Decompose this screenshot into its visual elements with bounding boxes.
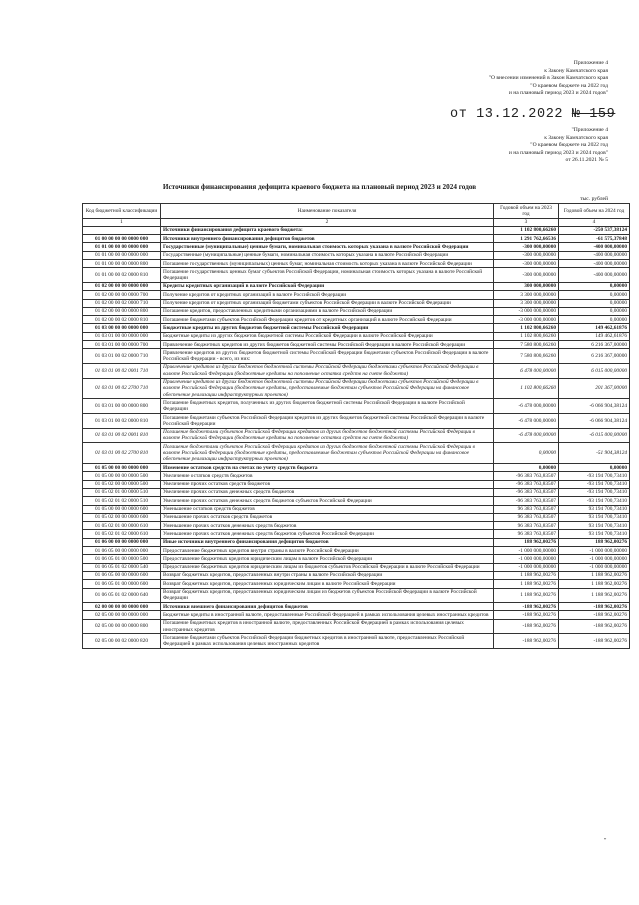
code-cell: 01 06 00 00 00 0000 000 (83, 538, 161, 546)
code-cell: 01 02 00 00 02 0000 710 (83, 299, 161, 307)
value-2024-cell: 1 188 962,00276 (559, 580, 630, 588)
appendix-line: от 26.11.2021 № 5 (565, 157, 608, 164)
appendix-line: Приложение 4 (573, 60, 608, 66)
value-2023-cell: -300 000,00000 (494, 268, 559, 283)
table-row (83, 378, 630, 399)
code-cell: 02 00 00 00 00 0000 000 (83, 603, 161, 611)
name-cell: Источники финансирования дефицита краевого бюджета: (161, 226, 494, 234)
code-cell: 01 03 01 00 02 0000 710 (83, 349, 161, 364)
name-cell: Погашение бюджетами субъектов Российской Федерации кредитов из других бюджетов бюджетной системы Российской Федерации в валюте Российской Федерации (бюджетные кредиты, предоставляемые бюджетам субъектов Российской Федерации на финансовое обеспечение реализации инфраструктурных проектов) (161, 443, 494, 464)
table-row (83, 547, 630, 555)
value-2024-cell: -61 575,37848 (559, 235, 630, 243)
value-2024-cell: 1 188 962,00276 (559, 588, 630, 603)
value-2023-cell: -6 478 000,00000 (494, 414, 559, 429)
code-cell: 01 02 00 00 00 0000 800 (83, 307, 161, 315)
document-title: Источники финансирования дефицита краевого бюджета на плановый период 2023 и 2024 годов (162, 183, 477, 191)
value-2023-cell: -188 962,00276 (494, 611, 559, 619)
header-2024: Годовой объем на 2024 год (559, 204, 630, 219)
code-cell: 01 06 05 01 00 0000 600 (83, 580, 161, 588)
appendix-line: к Закону Камчатского края (544, 134, 608, 141)
code-cell: 01 03 01 00 02 0001 810 (83, 428, 161, 443)
table-row (83, 611, 630, 619)
table-row (83, 464, 630, 472)
table-row (83, 399, 630, 414)
value-2023-cell: 96 383 763,83507 (494, 513, 559, 521)
name-cell: Возврат бюджетных кредитов, предоставленных юридическим лицам в валюте Российской Федерации (161, 580, 494, 588)
table-row (83, 282, 630, 290)
value-2023-cell: 96 383 763,83507 (494, 530, 559, 538)
table-row (83, 251, 630, 259)
name-cell: Уменьшение прочих остатков средств бюджетов (161, 513, 494, 521)
financing-sources-table (82, 203, 630, 649)
value-2023-cell: -96 383 763,83507 (494, 480, 559, 488)
table-row (83, 316, 630, 324)
table-row (83, 563, 630, 571)
value-2023-cell: -1 000 000,00000 (494, 563, 559, 571)
code-cell: 01 01 00 00 02 0000 810 (83, 268, 161, 283)
value-2023-cell: 3 300 000,00000 (494, 299, 559, 307)
table-row (83, 530, 630, 538)
table-row (83, 235, 630, 243)
value-2023-cell: 1 291 762,66536 (494, 235, 559, 243)
original-appendix-header (509, 127, 608, 165)
value-2024-cell: 201 367,00000 (559, 378, 630, 399)
value-2023-cell: -300 000,00000 (494, 260, 559, 268)
code-cell: 01 01 00 00 00 0000 000 (83, 251, 161, 259)
code-cell: 01 05 02 01 00 0000 610 (83, 522, 161, 530)
table-row (83, 497, 630, 505)
code-cell: 01 06 05 01 02 0000 540 (83, 563, 161, 571)
table-row (83, 513, 630, 521)
value-2023-cell: 0,00000 (494, 464, 559, 472)
name-cell: Бюджетные кредиты из других бюджетов бюджетной системы Российской Федерации (161, 324, 494, 332)
value-2024-cell: 6 015 000,00000 (559, 363, 630, 378)
code-cell: 01 03 01 00 00 0000 800 (83, 399, 161, 414)
table-row (83, 538, 630, 546)
name-cell: Бюджетные кредиты из других бюджетов бюджетной системы Российской Федерации в валюте Российской Федерации (161, 332, 494, 340)
name-cell: Увеличение прочих остатков денежных средств бюджетов субъектов Российской Федерации (161, 497, 494, 505)
table-row (83, 522, 630, 530)
value-2024-cell: 6 216 367,00000 (559, 341, 630, 349)
closing-quote: " (604, 838, 607, 844)
value-2024-cell: -6 015 000,00000 (559, 428, 630, 443)
appendix-header (489, 60, 608, 98)
stamp-number: № 159 (571, 107, 616, 122)
value-2023-cell: -96 383 763,83507 (494, 497, 559, 505)
appendix-line: "О краевом бюджете на 2022 год (530, 82, 608, 89)
value-2023-cell: 1 102 800,66260 (494, 324, 559, 332)
code-cell: 01 03 00 00 00 0000 000 (83, 324, 161, 332)
table-row (83, 332, 630, 340)
value-2024-cell: 6 216 367,00000 (559, 349, 630, 364)
name-cell: Предоставление бюджетных кредитов внутри страны в валюте Российской Федерации (161, 547, 494, 555)
value-2023-cell: 1 188 962,00276 (494, 580, 559, 588)
value-2024-cell: 0,00000 (559, 299, 630, 307)
name-cell: Государственные (муниципальные) ценные бумаги, номинальная стоимость которых указана в валюте Российской Федерации (161, 243, 494, 251)
name-cell: Возврат бюджетных кредитов, предоставленных внутри страны в валюте Российской Федерации (161, 571, 494, 579)
code-cell: 01 05 00 00 00 0000 000 (83, 464, 161, 472)
value-2024-cell: 0,00000 (559, 464, 630, 472)
table-row (83, 472, 630, 480)
name-cell: Предоставление бюджетных кредитов юридическим лицам из бюджетов субъектов Российской Федерации в валюте Российской Федерации (161, 563, 494, 571)
value-2024-cell: -93 194 700,73410 (559, 488, 630, 496)
code-cell: 01 06 05 01 02 0000 640 (83, 588, 161, 603)
value-2024-cell: 93 194 700,73410 (559, 522, 630, 530)
table-row (83, 580, 630, 588)
table-row (83, 341, 630, 349)
column-number: 4 (559, 218, 630, 226)
name-cell: Погашение бюджетных кредитов в иностранной валюте, предоставленных Российской Федерацией в рамках использования целевых иностранных кредитов (161, 619, 494, 634)
code-cell: 01 03 01 00 02 2700 810 (83, 443, 161, 464)
header-code: Код бюджетной классификации (83, 204, 161, 219)
name-cell: Погашение кредитов, предоставленных кредитными организациями в валюте Российской Федерации (161, 307, 494, 315)
value-2024-cell: 149 462,61876 (559, 332, 630, 340)
value-2023-cell: 0,00000 (494, 443, 559, 464)
header-2023: Годовой объем на 2023 год (494, 204, 559, 219)
code-cell: 01 05 00 00 00 0000 500 (83, 472, 161, 480)
value-2024-cell: 93 194 700,73410 (559, 513, 630, 521)
name-cell: Источники внутреннего финансирования дефицитов бюджетов (161, 235, 494, 243)
column-number-row (83, 218, 630, 226)
value-2024-cell: 188 962,00276 (559, 538, 630, 546)
value-2023-cell: 1 102 800,66260 (494, 332, 559, 340)
table-row (83, 571, 630, 579)
table-row (83, 588, 630, 603)
value-2023-cell: -96 383 763,83507 (494, 488, 559, 496)
value-2023-cell: 6 478 000,00000 (494, 363, 559, 378)
name-cell: Уменьшение остатков средств бюджетов (161, 505, 494, 513)
value-2023-cell: -1 000 000,00000 (494, 555, 559, 563)
value-2023-cell: 1 188 962,00276 (494, 588, 559, 603)
appendix-line: и на плановый период 2023 и 2024 годов" (508, 149, 608, 156)
code-cell: 01 06 05 01 00 0000 500 (83, 555, 161, 563)
value-2023-cell: -96 383 763,83507 (494, 472, 559, 480)
value-2024-cell: -51 904,38124 (559, 443, 630, 464)
code-cell: 01 05 02 01 02 0000 610 (83, 530, 161, 538)
name-cell: Получение кредитов от кредитных организаций бюджетами субъектов Российской Федерации в валюте Российской Федерации (161, 299, 494, 307)
name-cell: Привлечение кредитов из других бюджетов бюджетной системы Российской Федерации бюджетами субъектов Российской Федерации в валюте Российской Федерации (бюджетные кредиты, предоставляемые бюджетам субъектов Российской Федерации на финансовое обеспечение реализации инфраструктурных проектов) (161, 378, 494, 399)
value-2024-cell: 93 194 700,73410 (559, 505, 630, 513)
value-2023-cell: 7 580 800,66260 (494, 341, 559, 349)
table-row (83, 349, 630, 364)
header-name: Наименование показателя (161, 204, 494, 219)
column-number: 3 (494, 218, 559, 226)
code-cell: 01 06 05 00 00 0000 000 (83, 547, 161, 555)
table-row (83, 324, 630, 332)
value-2024-cell: -400 000,00000 (559, 243, 630, 251)
table-row (83, 243, 630, 251)
name-cell: Погашение государственных ценных бумаг субъектов Российской Федерации, номинальная стоимость которых указана в валюте Российской Федерации (161, 268, 494, 283)
table-row (83, 307, 630, 315)
value-2024-cell: -1 000 000,00000 (559, 563, 630, 571)
table-row (83, 505, 630, 513)
name-cell: Погашение бюджетами субъектов Российской Федерации кредитов из других бюджетов бюджетной системы Российской Федерации в валюте Российской Федерации (161, 414, 494, 429)
name-cell: Государственные (муниципальные) ценные бумаги, номинальная стоимость которых указана в валюте Российской Федерации (161, 251, 494, 259)
name-cell: Уменьшение прочих остатков денежных средств бюджетов субъектов Российской Федерации (161, 530, 494, 538)
code-cell: 01 05 02 00 00 0000 600 (83, 513, 161, 521)
table-row (83, 603, 630, 611)
value-2024-cell: -1 000 000,00000 (559, 555, 630, 563)
value-2024-cell: 0,00000 (559, 307, 630, 315)
code-cell: 01 01 00 00 00 0000 800 (83, 260, 161, 268)
value-2024-cell: -188 962,00276 (559, 603, 630, 611)
value-2024-cell: 1 188 962,00276 (559, 571, 630, 579)
table-row (83, 634, 630, 649)
code-cell (83, 226, 161, 234)
value-2023-cell: -300 000,00000 (494, 251, 559, 259)
value-2024-cell: -6 066 904,38124 (559, 399, 630, 414)
code-cell: 01 05 00 00 00 0000 600 (83, 505, 161, 513)
code-cell: 01 06 05 00 00 0000 600 (83, 571, 161, 579)
value-2024-cell: 0,00000 (559, 282, 630, 290)
name-cell: Увеличение прочих остатков денежных средств бюджетов (161, 488, 494, 496)
table-row (83, 268, 630, 283)
name-cell: Привлечение кредитов из других бюджетов бюджетной системы Российской Федерации бюджетами субъектов Российской Федерации в валюте Российской Федерации (бюджетные кредиты на пополнение остатка средств на счете бюджета) (161, 363, 494, 378)
value-2023-cell: -188 962,00276 (494, 603, 559, 611)
value-2023-cell: 300 000,00000 (494, 282, 559, 290)
table-header-row (83, 204, 630, 219)
table-body (83, 226, 630, 648)
name-cell: Погашение бюджетных кредитов, полученных из других бюджетов бюджетной системы Российской Федерации в валюте Российской Федерации (161, 399, 494, 414)
value-2024-cell: -93 194 700,73410 (559, 497, 630, 505)
code-cell: 01 03 01 00 02 0000 810 (83, 414, 161, 429)
value-2024-cell: -400 000,00000 (559, 251, 630, 259)
value-2023-cell: -1 000 000,00000 (494, 547, 559, 555)
name-cell: Погашение бюджетами субъектов Российской Федерации бюджетных кредитов в иностранной валюте, предоставленных Российской Федерацией в рамках использования целевых иностранных кредитов (161, 634, 494, 649)
value-2023-cell: 96 383 763,83507 (494, 522, 559, 530)
code-cell: 01 05 02 00 00 0000 500 (83, 480, 161, 488)
name-cell: Привлечение кредитов из других бюджетов бюджетной системы Российской Федерации бюджетами субъектов Российской Федерации в валюте Российской Федерации - всего, из них: (161, 349, 494, 364)
code-cell: 02 05 00 00 00 0000 800 (83, 619, 161, 634)
name-cell: Изменение остатков средств на счетах по учету средств бюджета (161, 464, 494, 472)
value-2024-cell: 0,00000 (559, 316, 630, 324)
value-2024-cell: -93 194 700,73410 (559, 480, 630, 488)
value-2023-cell: 7 580 800,66260 (494, 349, 559, 364)
units-label: тыс. рублей (580, 196, 608, 202)
value-2024-cell: -400 000,00000 (559, 260, 630, 268)
table-row (83, 480, 630, 488)
table-row (83, 443, 630, 464)
value-2024-cell: 0,00000 (559, 291, 630, 299)
code-cell: 01 02 00 00 00 0000 700 (83, 291, 161, 299)
name-cell: Возврат бюджетных кредитов, предоставленных юридическим лицам из бюджетов субъектов Российской Федерации в валюте Российской Федерации (161, 588, 494, 603)
name-cell: Кредиты кредитных организаций в валюте Российской Федерации (161, 282, 494, 290)
value-2023-cell: -188 962,00276 (494, 634, 559, 649)
table-row (83, 488, 630, 496)
value-2023-cell: 1 102 800,66260 (494, 226, 559, 234)
code-cell: 01 02 00 00 02 0000 810 (83, 316, 161, 324)
table-row (83, 226, 630, 234)
name-cell: Погашение бюджетами субъектов Российской Федерации кредитов из других бюджетов бюджетной системы Российской Федерации в валюте Российской Федерации (бюджетные кредиты на пополнение остатка средств на счете бюджета) (161, 428, 494, 443)
name-cell: Бюджетные кредиты в иностранной валюте, предоставленные Российской Федерацией в рамках использования целевых иностранных кредитов (161, 611, 494, 619)
code-cell: 01 01 00 00 00 0000 000 (83, 243, 161, 251)
name-cell: Иные источники внутреннего финансирования дефицитов бюджетов (161, 538, 494, 546)
value-2024-cell: -250 537,38124 (559, 226, 630, 234)
table-row (83, 260, 630, 268)
table-row (83, 555, 630, 563)
value-2023-cell: 96 383 763,83507 (494, 505, 559, 513)
value-2024-cell: -1 000 000,00000 (559, 547, 630, 555)
name-cell: Погашение бюджетами субъектов Российской Федерации кредитов от кредитных организаций в валюте Российской Федерации (161, 316, 494, 324)
appendix-line: "О внесении изменений в Закон Камчатского края (488, 75, 608, 82)
table-row (83, 299, 630, 307)
value-2023-cell: -3 000 000,00000 (494, 307, 559, 315)
date-stamp (450, 107, 615, 122)
column-number: 1 (83, 218, 161, 226)
column-number: 2 (161, 218, 494, 226)
appendix-line: "Приложение 4 (571, 127, 608, 133)
table-row (83, 619, 630, 634)
code-cell: 01 03 01 00 02 2700 710 (83, 378, 161, 399)
table-row (83, 291, 630, 299)
code-cell: 01 03 01 00 00 0000 000 (83, 332, 161, 340)
value-2024-cell: -188 962,00276 (559, 611, 630, 619)
name-cell: Привлечение бюджетных кредитов из других бюджетов бюджетной системы Российской Федерации в валюте Российской Федерации (161, 341, 494, 349)
value-2024-cell: 149 462,61876 (559, 324, 630, 332)
value-2024-cell: -400 000,00000 (559, 268, 630, 283)
value-2024-cell: -6 066 904,38124 (559, 414, 630, 429)
appendix-line: "О краевом бюджете на 2022 год (530, 142, 608, 149)
code-cell: 01 03 01 00 00 0000 700 (83, 341, 161, 349)
value-2023-cell: 1 102 800,66260 (494, 378, 559, 399)
value-2023-cell: -188 962,00276 (494, 619, 559, 634)
code-cell: 01 02 00 00 00 0000 000 (83, 282, 161, 290)
code-cell: 01 05 02 01 00 0000 510 (83, 488, 161, 496)
name-cell: Источники внешнего финансирования дефицитов бюджетов (161, 603, 494, 611)
table-row (83, 414, 630, 429)
name-cell: Погашение государственных (муниципальных) ценных бумаг, номинальная стоимость которых указана в валюте Российской Федерации (161, 260, 494, 268)
table-row (83, 428, 630, 443)
value-2024-cell: -188 962,00276 (559, 619, 630, 634)
name-cell: Предоставление бюджетных кредитов юридическим лицам в валюте Российской Федерации (161, 555, 494, 563)
value-2023-cell: -300 000,00000 (494, 243, 559, 251)
stamp-date: от 13.12.2022 (450, 107, 572, 122)
value-2023-cell: 1 188 962,00276 (494, 571, 559, 579)
value-2023-cell: -6 478 000,00000 (494, 399, 559, 414)
code-cell: 01 05 02 01 02 0000 510 (83, 497, 161, 505)
code-cell: 02 05 00 00 00 0000 000 (83, 611, 161, 619)
code-cell: 01 03 01 00 02 0001 710 (83, 363, 161, 378)
appendix-line: к Закону Камчатского края (544, 67, 608, 74)
code-cell: 02 05 00 00 02 0000 820 (83, 634, 161, 649)
name-cell: Получение кредитов от кредитных организаций в валюте Российской Федерации (161, 291, 494, 299)
name-cell: Увеличение остатков средств бюджетов (161, 472, 494, 480)
name-cell: Уменьшение прочих остатков денежных средств бюджетов (161, 522, 494, 530)
name-cell: Увеличение прочих остатков средств бюджетов (161, 480, 494, 488)
value-2024-cell: -93 194 700,73410 (559, 472, 630, 480)
value-2024-cell: -188 962,00276 (559, 634, 630, 649)
table-row (83, 363, 630, 378)
value-2023-cell: -3 000 000,00000 (494, 316, 559, 324)
code-cell: 01 00 00 00 00 0000 000 (83, 235, 161, 243)
value-2023-cell: 188 962,00276 (494, 538, 559, 546)
appendix-line: и на плановый период 2023 и 2024 годов" (508, 90, 608, 97)
value-2023-cell: -6 478 000,00000 (494, 428, 559, 443)
value-2023-cell: 3 300 000,00000 (494, 291, 559, 299)
value-2024-cell: 93 194 700,73410 (559, 530, 630, 538)
